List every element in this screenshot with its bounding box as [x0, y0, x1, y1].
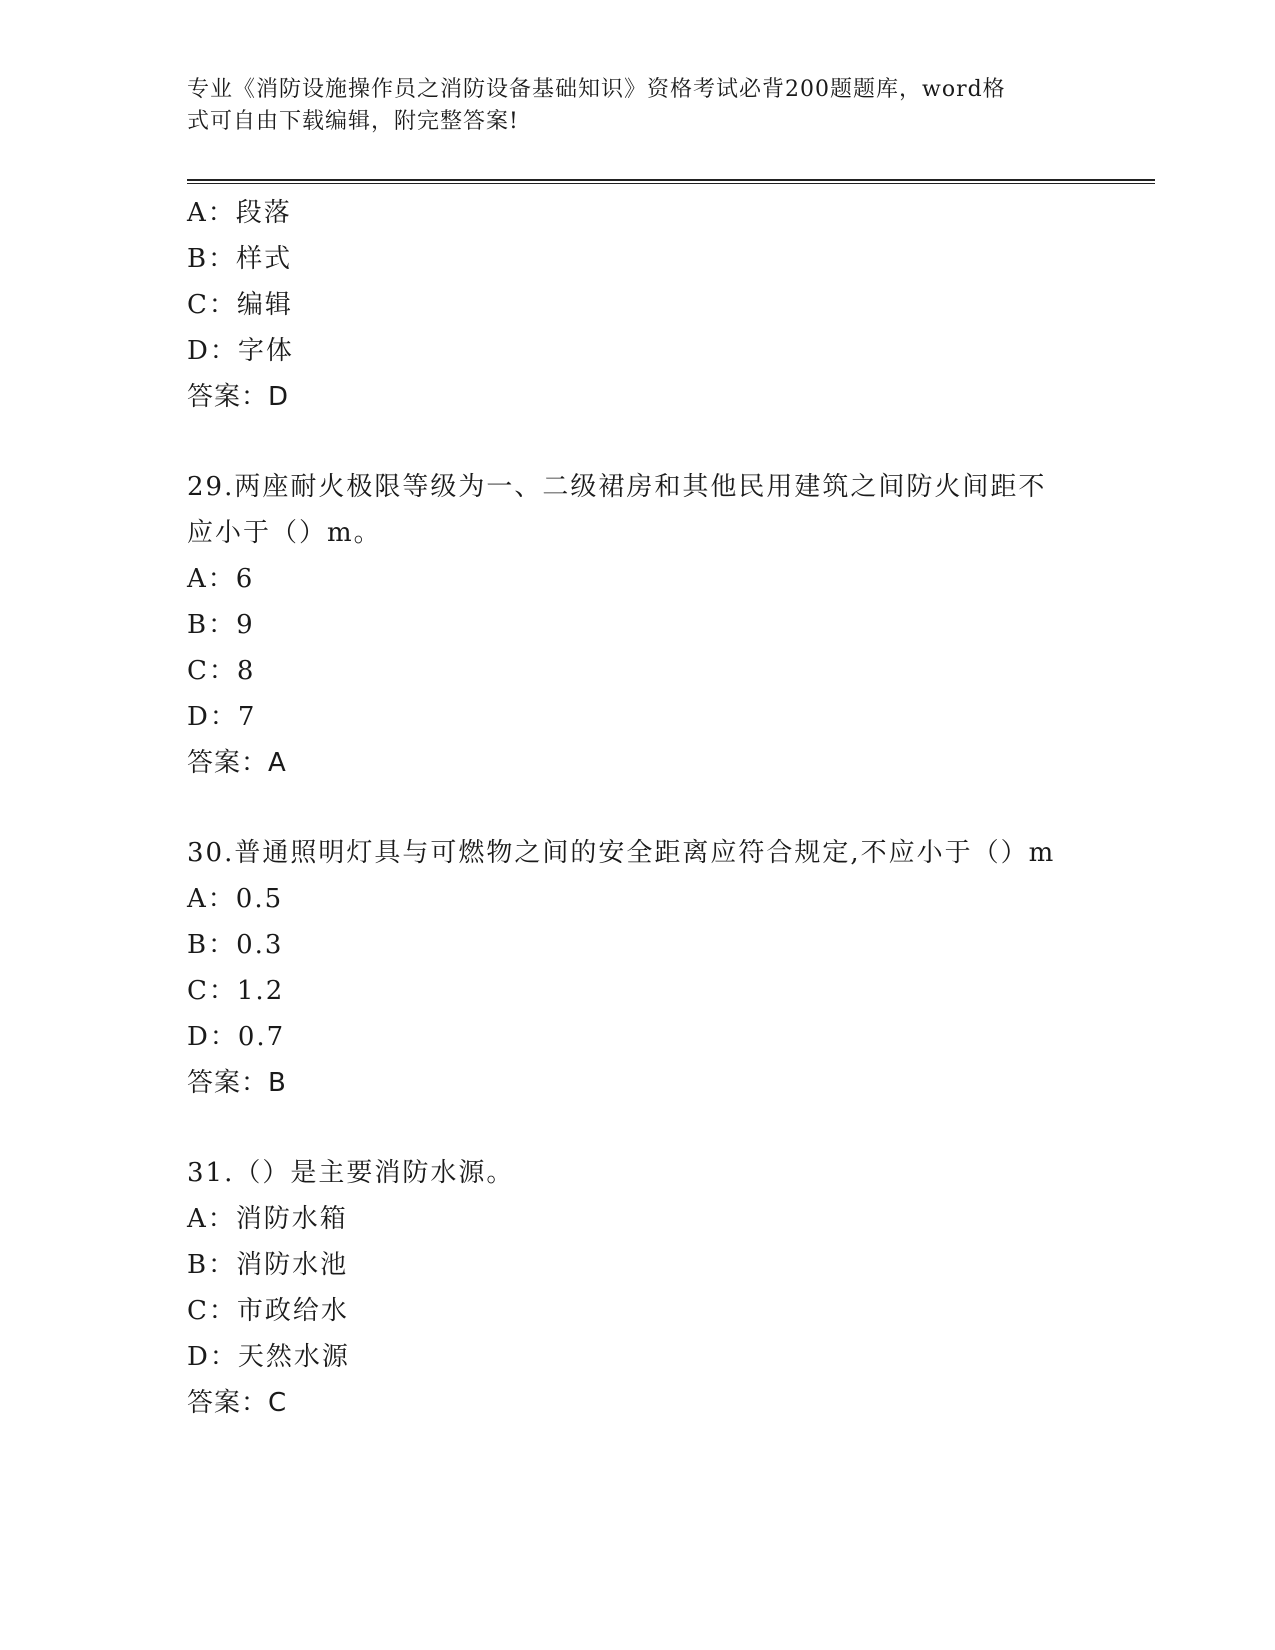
question-stem-cont: 应小于（）m。 [187, 518, 382, 548]
answer-line: 答案：B [187, 1068, 287, 1098]
option-c: C：1.2 [187, 976, 285, 1006]
answer-line: 答案：A [187, 748, 287, 778]
option-a: A：0.5 [187, 884, 284, 914]
question-block-28 [187, 190, 1087, 420]
option-b: B：9 [187, 610, 255, 640]
question-list [187, 190, 1087, 1426]
answer-line: 答案：D [187, 382, 290, 412]
question-block-30 [187, 830, 1087, 1106]
option-a: A：消防水箱 [187, 1204, 348, 1234]
header-divider [187, 179, 1155, 184]
option-d: D：字体 [187, 336, 294, 366]
question-block-31 [187, 1150, 1087, 1426]
option-b: B：样式 [187, 244, 293, 274]
answer-line: 答案：C [187, 1388, 288, 1418]
option-c: C：8 [187, 656, 256, 686]
header-line-2: 式可自由下载编辑，附完整答案! [187, 109, 519, 134]
question-stem: 30.普通照明灯具与可燃物之间的安全距离应符合规定,不应小于（）m [187, 838, 1056, 868]
option-b: B：0.3 [187, 930, 284, 960]
option-a: A：段落 [187, 198, 292, 228]
question-stem: 31.（）是主要消防水源。 [187, 1158, 515, 1188]
question-stem: 29.两座耐火极限等级为一、二级裙房和其他民用建筑之间防火间距不 [187, 472, 1047, 502]
option-c: C：市政给水 [187, 1296, 349, 1326]
option-d: D：0.7 [187, 1022, 286, 1052]
question-block-29 [187, 464, 1087, 786]
header-line-1: 专业《消防设施操作员之消防设备基础知识》资格考试必背200题题库，word格 [187, 77, 1006, 102]
option-b: B：消防水池 [187, 1250, 349, 1280]
option-c: C：编辑 [187, 290, 293, 320]
option-d: D：7 [187, 702, 257, 732]
option-a: A：6 [187, 564, 255, 594]
option-d: D：天然水源 [187, 1342, 350, 1372]
document-header [187, 74, 1067, 138]
